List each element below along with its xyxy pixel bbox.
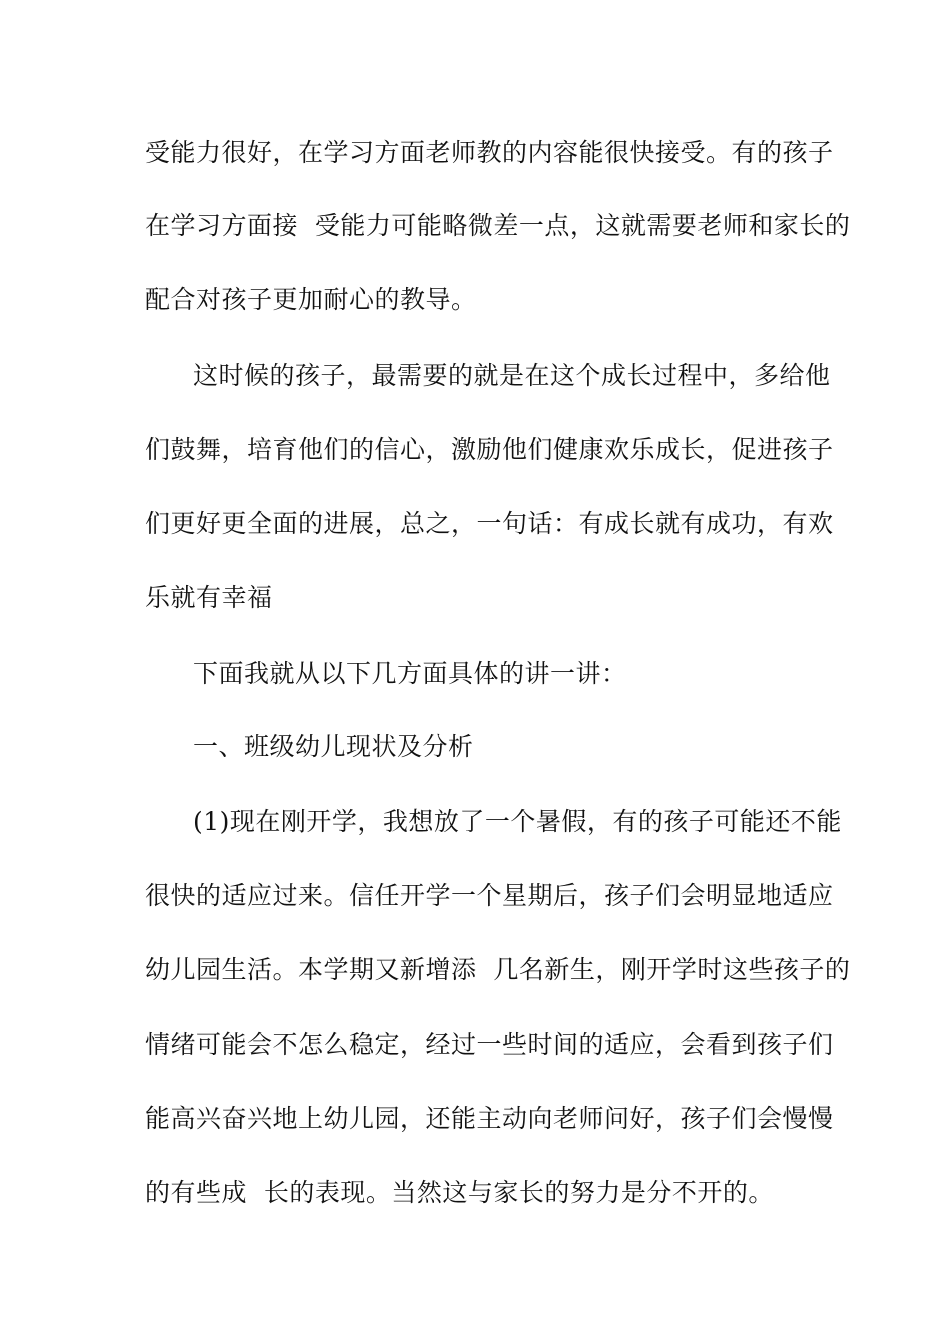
paragraph-start-line: 这时候的孩子，最需要的就是在这个成长过程中，多给他 bbox=[193, 361, 831, 390]
text-line: 们更好更全面的进展，总之，一句话：有成长就有成功，有欢 bbox=[145, 509, 834, 538]
section-heading: 一、班级幼儿现状及分析 bbox=[193, 732, 474, 761]
text-line: 能高兴奋兴地上幼儿园，还能主动向老师问好，孩子们会慢慢 bbox=[145, 1104, 834, 1133]
text-line: 配合对孩子更加耐心的教导。 bbox=[145, 285, 477, 314]
text-line: 的有些成 长的表现。当然这与家长的努力是分不开的。 bbox=[145, 1178, 774, 1207]
text-line: 乐就有幸福 bbox=[145, 583, 273, 612]
paragraph-start-line: (1)现在刚开学，我想放了一个暑假，有的孩子可能还不能 bbox=[193, 807, 842, 836]
paragraph-start-line: 下面我就从以下几方面具体的讲一讲： bbox=[193, 659, 627, 688]
text-line: 情绪可能会不怎么稳定，经过一些时间的适应，会看到孩子们 bbox=[145, 1030, 834, 1059]
text-line: 受能力很好，在学习方面老师教的内容能很快接受。有的孩子 bbox=[145, 138, 834, 167]
text-line: 幼儿园生活。本学期又新增添 几名新生，刚开学时这些孩子的 bbox=[145, 955, 851, 984]
text-line: 们鼓舞，培育他们的信心，激励他们健康欢乐成长，促进孩子 bbox=[145, 435, 834, 464]
text-line: 在学习方面接 受能力可能略微差一点，这就需要老师和家长的 bbox=[145, 211, 851, 240]
text-line: 很快的适应过来。信任开学一个星期后，孩子们会明显地适应 bbox=[145, 881, 834, 910]
